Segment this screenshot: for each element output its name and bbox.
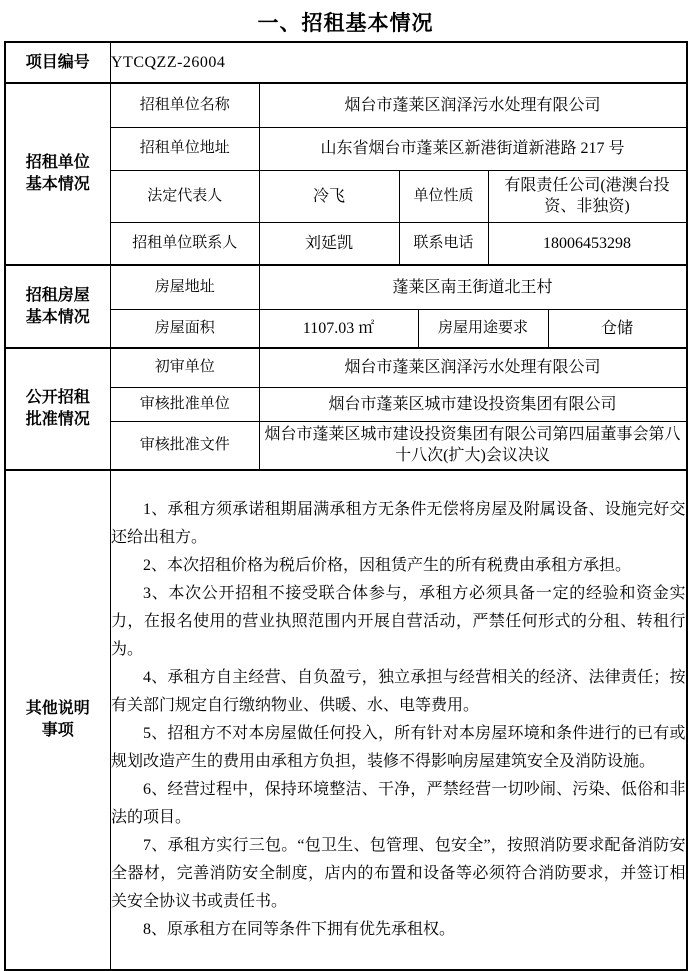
approve-doc-label: 审核批准文件 [111, 421, 259, 469]
landlord-name-value: 烟台市蓬莱区润泽污水处理有限公司 [259, 84, 686, 127]
row-legal-rep [111, 170, 686, 222]
other-item-6: 6、经营过程中，保持环境整洁、干净，严禁经营一切吵闹、污染、低俗和非法的项目。 [111, 781, 686, 826]
landlord-address-value: 山东省烟台市蓬莱区新港街道新港路 217 号 [259, 127, 686, 170]
entity-type-value: 有限责任公司(港澳台投资、非独资) [488, 170, 686, 222]
initial-review-value: 烟台市蓬莱区润泽污水处理有限公司 [259, 349, 686, 387]
document-table [4, 41, 688, 971]
phone-label: 联系电话 [399, 222, 488, 264]
row-initial-review [111, 349, 686, 387]
page-title: 一、招租基本情况 [257, 11, 434, 35]
landlord-name-label: 招租单位名称 [111, 84, 259, 127]
approve-unit-value: 烟台市蓬莱区城市建设投资集团有限公司 [259, 387, 686, 421]
property-subtable [111, 266, 686, 347]
property-address-value: 蓬莱区南王街道北王村 [259, 266, 686, 309]
section-other-header: 其他说明 事项 [5, 470, 111, 970]
section-property [5, 265, 687, 348]
property-area-label: 房屋面积 [111, 309, 259, 347]
other-item-1: 1、承租方须承诺租期届满承租方无条件无偿将房屋及附属设备、设施完好交还给出租方。 [111, 501, 686, 546]
section-approval-header: 公开招租 批准情况 [5, 348, 111, 470]
other-item-8: 8、原承租方在同等条件下拥有优先承租权。 [143, 921, 456, 938]
section-property-header: 招租房屋 基本情况 [5, 265, 111, 348]
section-landlord-header: 招租单位 基本情况 [5, 83, 111, 265]
other-item-3: 3、本次公开招租不接受联合体参与，承租方必须具备一定的经验和资金实力，在报名使用的营业执照范围内开展自营活动，严禁任何形式的分租、转租行为。 [111, 585, 686, 658]
other-item-2: 2、本次招租价格为税后价格，因租赁产生的所有税费由承租方承担。 [143, 557, 632, 574]
entity-type-label: 单位性质 [399, 170, 488, 222]
project-number-label: 项目编号 [5, 42, 111, 83]
row-project-number [5, 42, 687, 83]
landlord-subtable [111, 84, 686, 264]
property-address-label: 房屋地址 [111, 266, 259, 309]
property-usage-value: 仓储 [548, 309, 686, 347]
section-landlord [5, 83, 687, 265]
initial-review-label: 初审单位 [111, 349, 259, 387]
row-property-area [111, 309, 686, 347]
phone-value: 18006453298 [488, 222, 686, 264]
approve-unit-label: 审核批准单位 [111, 387, 259, 421]
project-number-value: YTCQZZ-26004 [111, 42, 687, 83]
approval-subtable [111, 349, 686, 469]
property-usage-label: 房屋用途要求 [418, 309, 548, 347]
row-landlord-contact [111, 222, 686, 264]
other-item-5: 5、招租方不对本房屋做任何投入，所有针对本房屋环境和条件进行的已有或规划改造产生的费用由承租方负担，装修不得影响房屋建筑安全及消防设施。 [111, 725, 686, 770]
section-other [5, 470, 687, 970]
property-area-value: 1107.03 ㎡ [259, 309, 418, 347]
section-approval [5, 348, 687, 470]
row-approve-doc [111, 421, 686, 469]
legal-rep-label: 法定代表人 [111, 170, 259, 222]
approve-doc-value: 烟台市蓬莱区城市建设投资集团有限公司第四届董事会第八十八次(扩大)会议决议 [259, 421, 686, 469]
landlord-contact-value: 刘延凯 [259, 222, 399, 264]
other-notes [111, 470, 687, 970]
row-property-address [111, 266, 686, 309]
other-item-4: 4、承租方自主经营、自负盈亏，独立承担与经营相关的经济、法律责任；按有关部门规定自行缴纳物业、供暖、水、电等费用。 [111, 669, 686, 714]
other-item-7: 7、承租方实行三包。“包卫生、包管理、包安全”，按照消防要求配备消防安全器材，完善消防安全制度，店内的布置和设备等必须符合消防要求，并签订相关安全协议书或责任书。 [111, 837, 686, 910]
landlord-address-label: 招租单位地址 [111, 127, 259, 170]
landlord-contact-label: 招租单位联系人 [111, 222, 259, 264]
row-approve-unit [111, 387, 686, 421]
row-landlord-address [111, 127, 686, 170]
row-landlord-name [111, 84, 686, 127]
legal-rep-value: 冷飞 [259, 170, 399, 222]
